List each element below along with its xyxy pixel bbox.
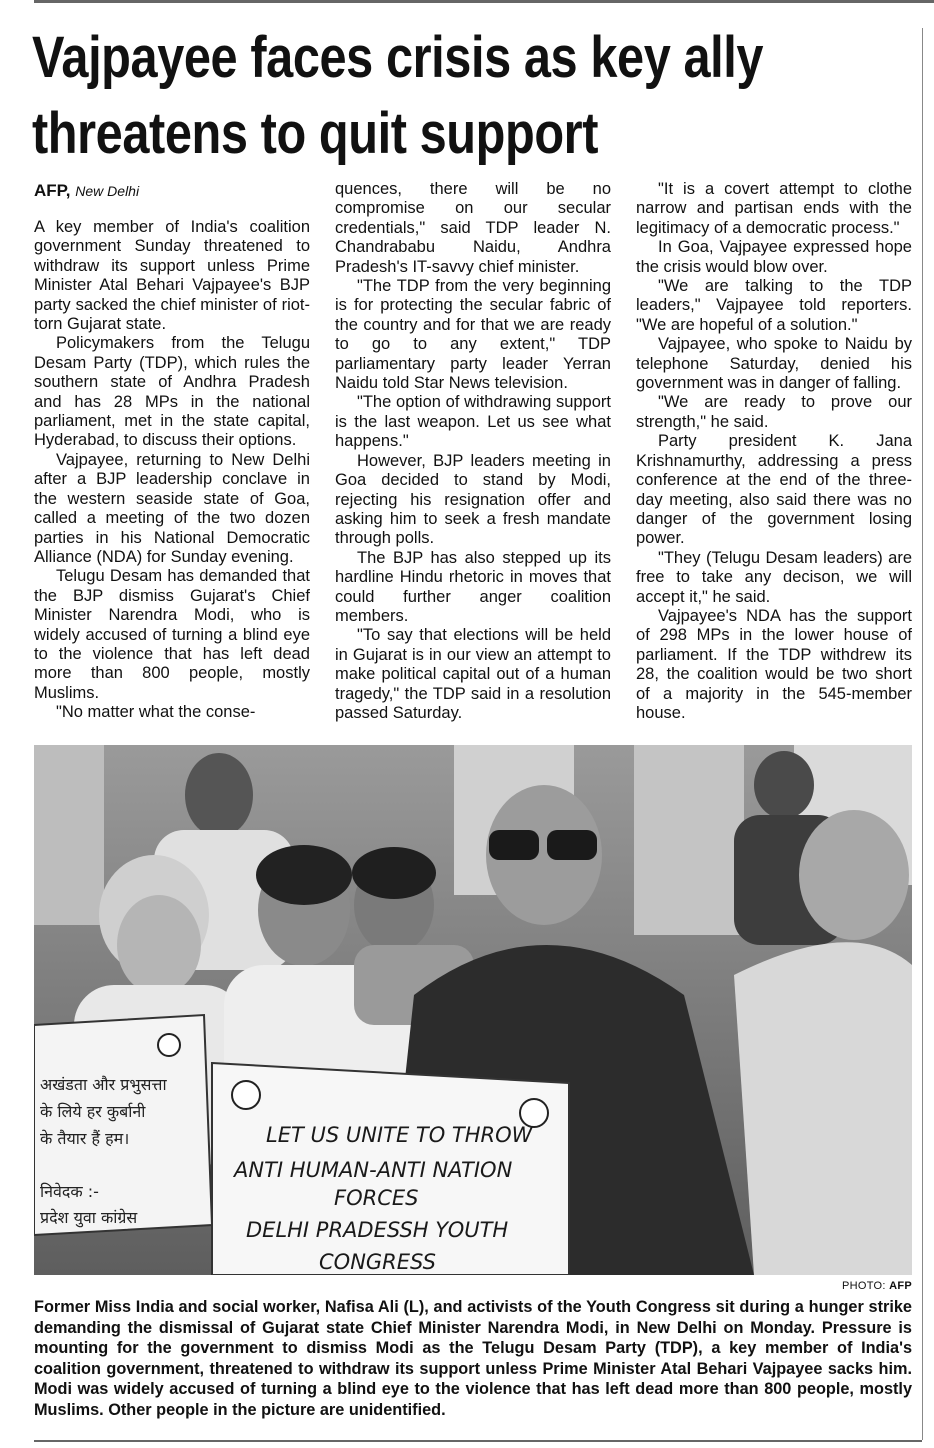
- sign-left-line: के लिये हर कुर्बानी: [40, 1102, 146, 1121]
- paragraph: Policymakers from the Telugu Desam Party (TDP), which rules the southern state of Andhra Pradesh and has 28 MPs in the national parliament, met in the state capital, Hyderabad, to discuss their options.: [34, 334, 310, 450]
- sign-left-line: निवेदक :-: [40, 1182, 99, 1201]
- paragraph: "The option of withdrawing support is the last weapon. Let us see what happens.": [335, 393, 611, 451]
- paragraph: "No matter what the conse-: [56, 703, 256, 722]
- photo-credit-label: PHOTO:: [841, 1280, 886, 1292]
- headline: [32, 20, 771, 172]
- paragraph: However, BJP leaders meeting in Goa decided to stand by Modi, rejecting his resignation offer and asking him to seek a fresh mandate through polls.: [335, 451, 611, 548]
- paragraph: The BJP has also stepped up its hardline Hindu rhetoric in moves that could further anger coalition members.: [335, 548, 611, 625]
- article-column-3: [636, 180, 912, 723]
- sign-right-line: LET US UNITE TO THROW: [266, 1123, 533, 1147]
- paragraph: Telugu Desam has demanded that the BJP dismiss Gujarat's Chief Minister Narendra Modi, who is widely accused of turning a blind eye to the violence that has left dead more than 800 people, mostly Muslims.: [34, 567, 310, 702]
- photo-caption: Former Miss India and social worker, Nafisa Ali (L), and activists of the Youth Congress sit during a hunger strike demanding the dismissal of Gujarat state Chief Minister Narendra Modi, in New Delhi on Monday. Pressure is mounting for the government to dismiss Modi as the Telugu Desam Party (TDP), a key member of India's coalition government, threatened to withdraw its support unless Prime Minister Atal Behari Vajpayee sacks him. Modi was widely accused of turning a blind eye to the violence that has left dead more than 800 people, mostly Muslims. Other people in the picture are unidentified.: [34, 1298, 912, 1419]
- byline-agency: AFP,: [34, 181, 71, 200]
- sign-right-line: ANTI HUMAN-ANTI NATION: [234, 1158, 513, 1182]
- headline-line-1: Vajpayee faces crisis as key ally: [32, 25, 764, 90]
- paragraph: A key member of India's coalition government Sunday threatened to withdraw its support unless Prime Minister Atal Behari Vajpayee's BJP party sacked the chief minister of riot-torn Gujarat state.: [34, 218, 310, 334]
- news-photo: [34, 745, 912, 1275]
- sign-right-line: DELHI PRADESSH YOUTH: [246, 1218, 509, 1242]
- paragraph: "We are ready to prove our strength," he said.: [636, 393, 912, 431]
- photo-credit-source: AFP: [889, 1280, 912, 1292]
- protest-sign-english: [212, 1063, 569, 1275]
- byline-dateline: New Delhi: [75, 183, 140, 199]
- bottom-rule: [34, 1440, 922, 1442]
- article-column-2: [335, 180, 611, 723]
- paragraph: "The TDP from the very beginning is for protecting the secular fabric of the country and for that we are ready to go to any extent," TDP parliamentary party leader Yerran Naidu told Star News television.: [335, 277, 611, 393]
- top-rule: [34, 0, 934, 3]
- paragraph: Vajpayee's NDA has the support of 298 MPs in the lower house of parliament. If the TDP withdrew its 28, the coalition would be two short of a majority in the 545-member house.: [636, 606, 912, 722]
- paragraph: Vajpayee, returning to New Delhi after a BJP leadership conclave in the western seaside state of Goa, called a meeting of the two dozen parties in his National Democratic Alliance (NDA) for Sunday evening.: [34, 450, 310, 566]
- paragraph: Vajpayee, who spoke to Naidu by telephone Saturday, denied his government was in danger of falling.: [636, 335, 912, 393]
- sign-left-line: अखंडता और प्रभुसत्ता: [40, 1075, 167, 1094]
- sign-left-line: प्रदेश युवा कांग्रेस: [40, 1208, 138, 1227]
- paragraph: quences, there will be no compromise on our secular credentials," said TDP leader N. Chandrababu Naidu, Andhra Pradesh's IT-savvy chief minister.: [335, 180, 611, 276]
- paragraph: Party president K. Jana Krishnamurthy, addressing a press conference at the end of the three-day meeting, also said there was no danger of the government losing power.: [636, 432, 912, 548]
- headline-line-2: threatens to quit support: [32, 101, 599, 166]
- sign-right-line: FORCES: [334, 1186, 419, 1210]
- byline: [34, 180, 139, 202]
- paragraph: "They (Telugu Desam leaders) are free to take any decison, we will accept it," he said.: [636, 548, 912, 606]
- paragraph: "It is a covert attempt to clothe narrow and partisan ends with the legitimacy of a democratic process.": [636, 180, 912, 237]
- paragraph: In Goa, Vajpayee expressed hope the crisis would blow over.: [636, 238, 912, 276]
- protest-sign-hindi: [34, 1015, 212, 1235]
- paragraph: "To say that elections will be held in Gujarat is in our view an attempt to make political capital out of a human tragedy," the TDP said in a resolution passed Saturday.: [335, 626, 611, 722]
- sign-right-line: CONGRESS: [319, 1250, 436, 1274]
- paragraph: "We are talking to the TDP leaders," Vajpayee told reporters. "We are hopeful of a solution.": [636, 277, 912, 334]
- right-rule: [922, 28, 923, 1440]
- sign-left-line: के तैयार हैं हम।: [40, 1129, 130, 1148]
- photo-credit: [34, 1279, 912, 1293]
- article-column-1: [34, 218, 310, 723]
